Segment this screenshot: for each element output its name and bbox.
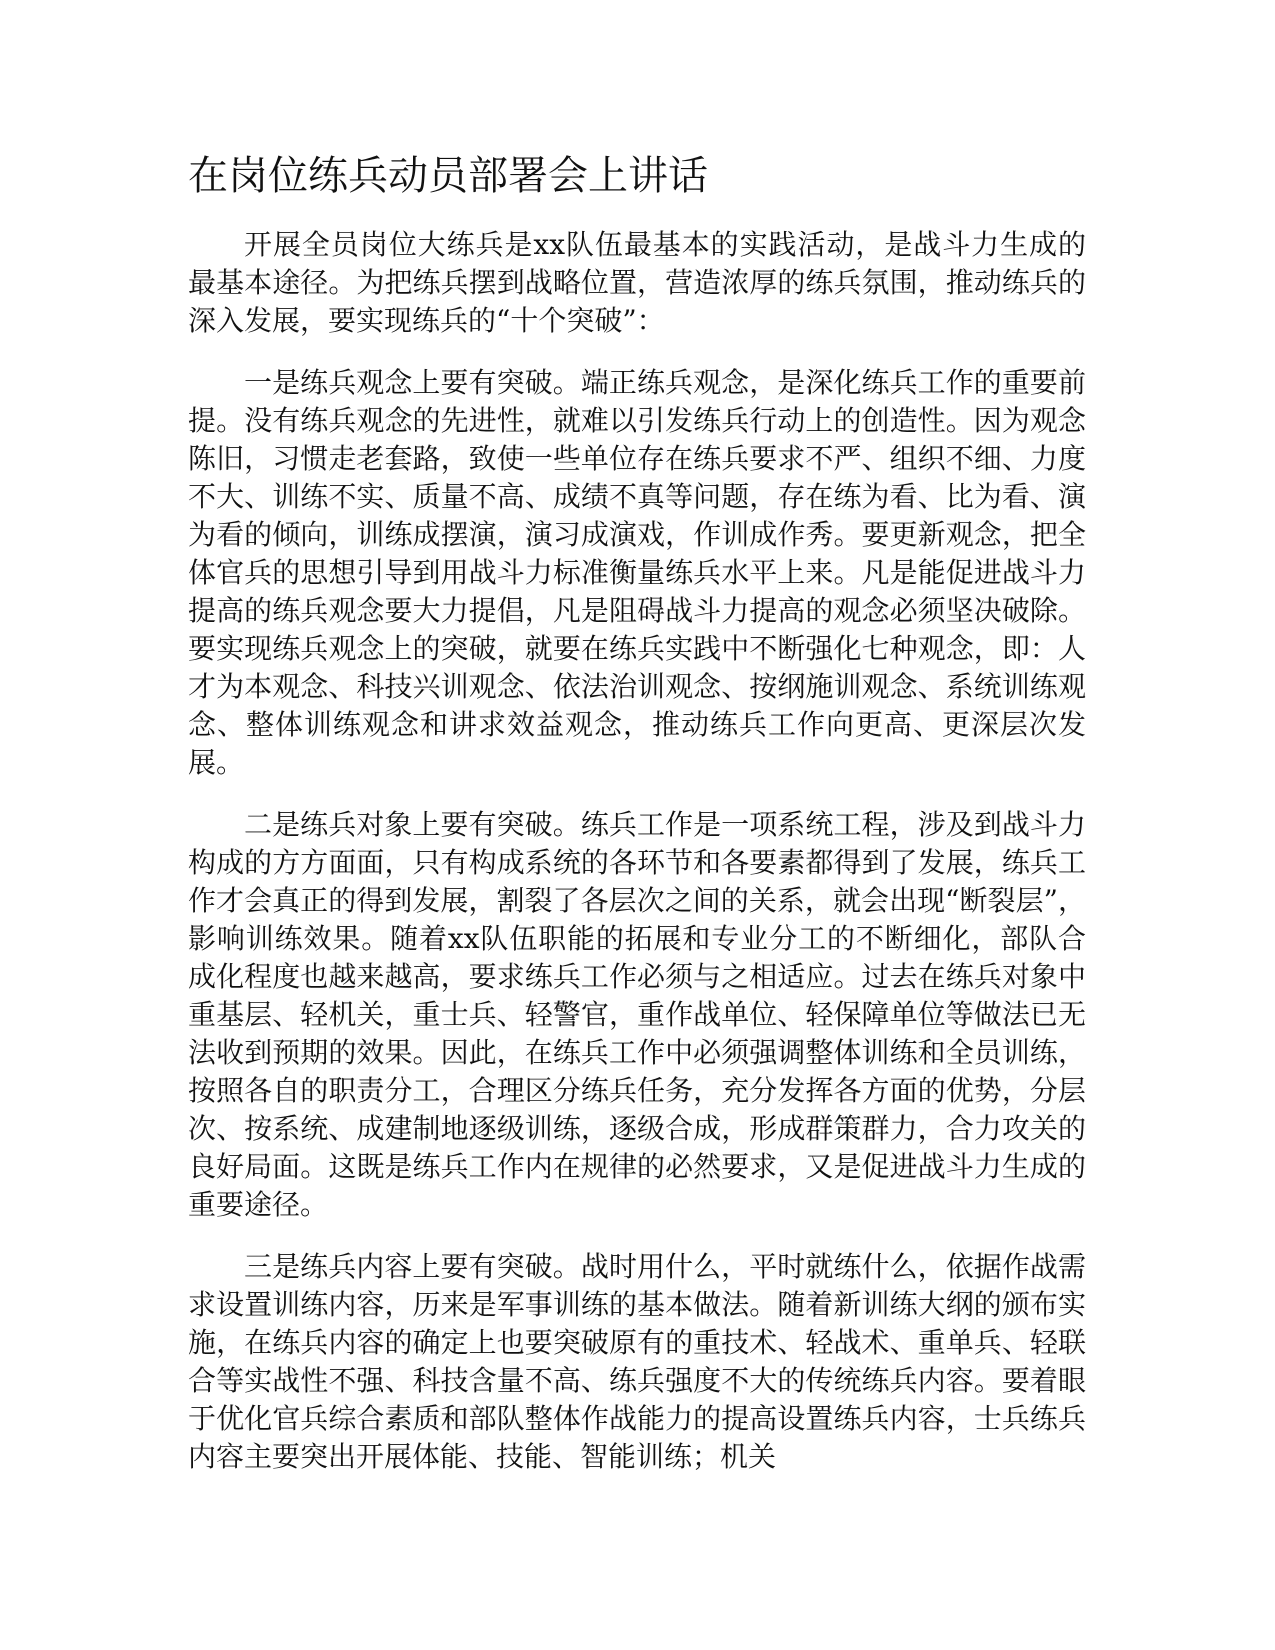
document-body	[188, 226, 1086, 1500]
paragraph-breakthrough-content: 三是练兵内容上要有突破。战时用什么，平时就练什么，依据作战需求设置训练内容，历来是军事训练的基本做法。随着新训练大纲的颁布实施，在练兵内容的确定上也要突破原有的重技术、轻战术、重单兵、轻联合等实战性不强、科技含量不高、练兵强度不大的传统练兵内容。要着眼于优化官兵综合素质和部队整体作战能力的提高设置练兵内容，士兵练兵内容主要突出开展体能、技能、智能训练；机关	[188, 1250, 1086, 1473]
paragraph-breakthrough-target: 二是练兵对象上要有突破。练兵工作是一项系统工程，涉及到战斗力构成的方方面面，只有构成系统的各环节和各要素都得到了发展，练兵工作才会真正的得到发展，割裂了各层次之间的关系，就会出现“断裂层”，影响训练效果。随着xx队伍职能的拓展和专业分工的不断细化，部队合成化程度也越来越高，要求练兵工作必须与之相适应。过去在练兵对象中重基层、轻机关，重士兵、轻警官，重作战单位、轻保障单位等做法已无法收到预期的效果。因此，在练兵工作中必须强调整体训练和全员训练，按照各自的职责分工，合理区分练兵任务，充分发挥各方面的优势，分层次、按系统、成建制地逐级训练，逐级合成，形成群策群力，合力攻关的良好局面。这既是练兵工作内在规律的必然要求，又是促进战斗力生成的重要途径。	[188, 808, 1086, 1221]
document-title: 在岗位练兵动员部署会上讲话	[188, 153, 708, 199]
paragraph-intro: 开展全员岗位大练兵是xx队伍最基本的实践活动，是战斗力生成的最基本途径。为把练兵摆到战略位置，营造浓厚的练兵氛围，推动练兵的深入发展，要实现练兵的“十个突破”：	[188, 228, 1086, 337]
paragraph-breakthrough-concept: 一是练兵观念上要有突破。端正练兵观念，是深化练兵工作的重要前提。没有练兵观念的先进性，就难以引发练兵行动上的创造性。因为观念陈旧，习惯走老套路，致使一些单位存在练兵要求不严、组织不细、力度不大、训练不实、质量不高、成绩不真等问题，存在练为看、比为看、演为看的倾向，训练成摆演，演习成演戏，作训成作秀。要更新观念，把全体官兵的思想引导到用战斗力标准衡量练兵水平上来。凡是能促进战斗力提高的练兵观念要大力提倡，凡是阻碍战斗力提高的观念必须坚决破除。要实现练兵观念上的突破，就要在练兵实践中不断强化七种观念，即：人才为本观念、科技兴训观念、依法治训观念、按纲施训观念、系统训练观念、整体训练观念和讲求效益观念，推动练兵工作向更高、更深层次发展。	[188, 366, 1086, 779]
